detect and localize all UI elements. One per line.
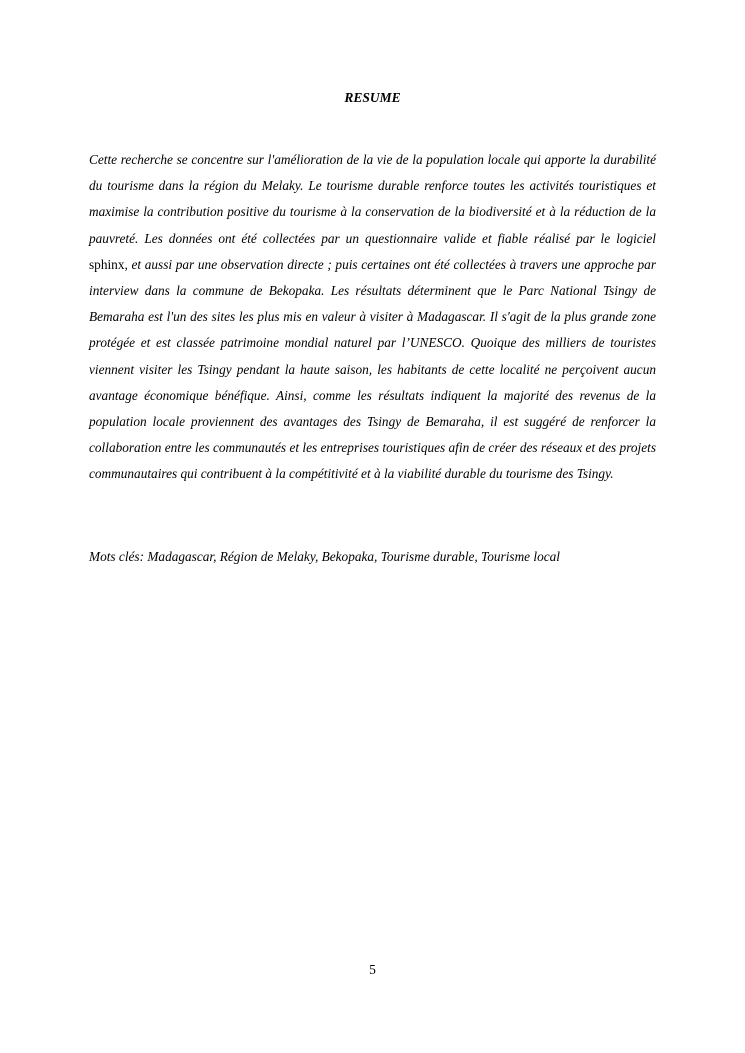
page-title: RESUME <box>344 90 401 105</box>
page-number: 5 <box>369 962 376 977</box>
abstract-paragraph <box>89 147 656 488</box>
abstract-text-part1: Cette recherche se concentre sur l'amélioration de la vie de la population locale qui apporte la durabilité du tourisme dans la région du Melaky. Le tourisme durable renforce toutes les activités touristiques et maximise la contribution positive du tourisme à la conservation de la biodiversité et à la réduction de la pauvreté. Les données ont été collectées par un questionnaire valide et fiable réalisé par le logiciel <box>89 152 656 246</box>
keywords-line: Mots clés: Madagascar, Région de Melaky, Bekopaka, Tourisme durable, Tourisme local <box>89 549 560 564</box>
abstract-text-part2: , et aussi par une observation directe ; puis certaines ont été collectées à travers une approche par interview dans la commune de Bekopaka. Les résultats déterminent que le Parc National Tsingy de Bemaraha est l'un des sites les plus mis en valeur à visiter à Madagascar. Il s'agit de la plus grande zone protégée et est classée patrimoine mondial naturel par l’UNESCO. Quoique des milliers de touristes viennent visiter les Tsingy pendant la haute saison, les habitants de cette localité ne perçoivent aucun avantage économique bénéfique. Ainsi, comme les résultats indiquent la majorité des revenus de la population locale proviennent des avantages des Tsingy de Bemaraha, il est suggéré de renforcer la collaboration entre les communautés et les entreprises touristiques afin de créer des réseaux et des projets communautaires qui contribuent à la compétitivité et à la viabilité durable du tourisme des Tsingy. <box>89 256 656 482</box>
software-name: sphinx <box>89 256 125 272</box>
